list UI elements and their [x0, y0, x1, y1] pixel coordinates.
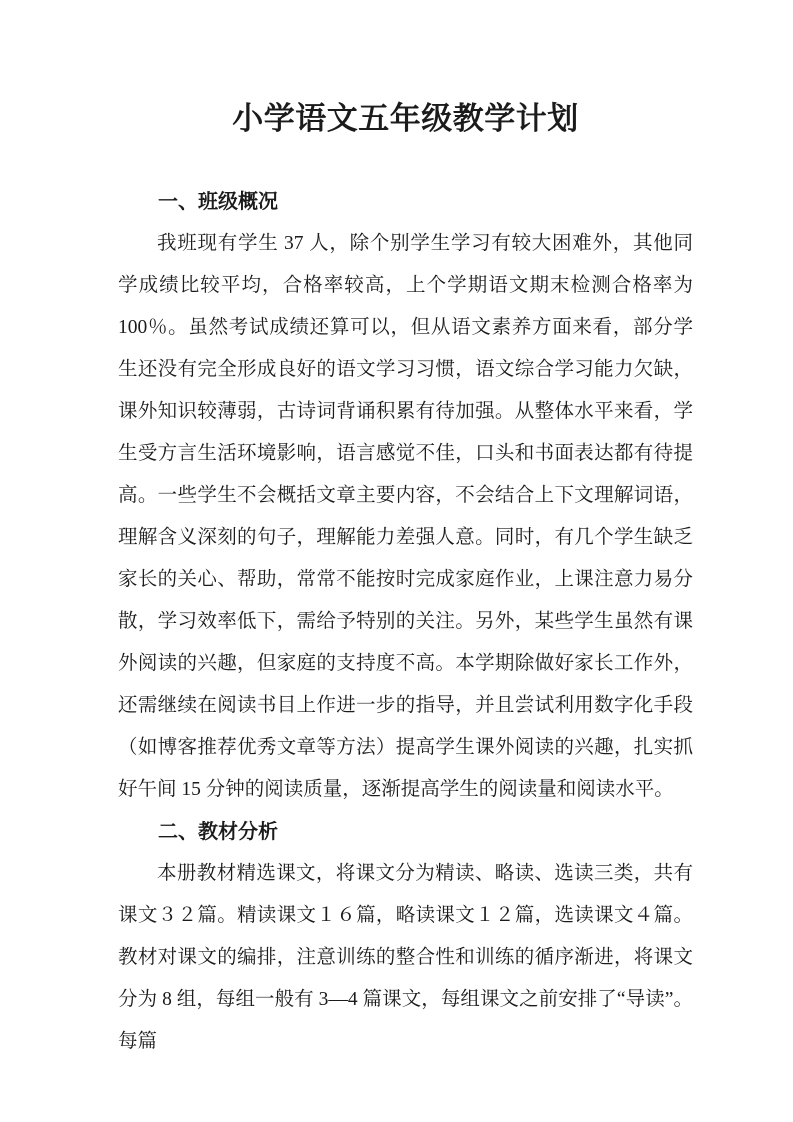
- section-heading-class-overview: 一、班级概况: [158, 191, 278, 213]
- paragraph-class-overview: 我班现有学生 37 人，除个别学生学习有较大困难外，其他同学成绩比较平均，合格率较高，上个学期语文期末检测合格率为 100％。虽然考试成绩还算可以，但从语文素养方面来看，部分学生还没有完全形成良好的语文学习习惯，语文综合学习能力欠缺，课外知识较薄弱，古诗词背诵积累有待加强。从整体水平来看，学生受方言生活环境影响，语言感觉不佳，口头和书面表达都有待提高。一些学生不会概括文章主要内容，不会结合上下文理解词语，理解含义深刻的句子，理解能力差强人意。同时，有几个学生缺乏家长的关心、帮助，常常不能按时完成家庭作业，上课注意力易分散，学习效率低下，需给予特别的关注。另外，某些学生虽然有课外阅读的兴趣，但家庭的支持度不高。本学期除做好家长工作外，还需继续在阅读书目上作进一步的指导，并且尝试利用数字化手段（如博客推荐优秀文章等方法）提高学生课外阅读的兴趣，扎实抓好午间 15 分钟的阅读质量，逐渐提高学生的阅读量和阅读水平。: [118, 233, 693, 800]
- section-class-overview: [118, 181, 693, 811]
- paragraph-textbook-analysis: 本册教材精选课文，将课文分为精读、略读、选读三类，共有课文３２篇。精读课文１６篇，略读课文１２篇，选读课文４篇。教材对课文的编排，注意训练的整合性和训练的循序渐进，将课文分为 8 组，每组一般有 3—4 篇课文，每组课文之前安排了“导读”。每篇: [118, 863, 693, 1052]
- section-textbook-analysis: [118, 811, 693, 1063]
- section-heading-textbook-analysis: 二、教材分析: [158, 821, 278, 843]
- document-title: 小学语文五年级教学计划: [232, 101, 579, 136]
